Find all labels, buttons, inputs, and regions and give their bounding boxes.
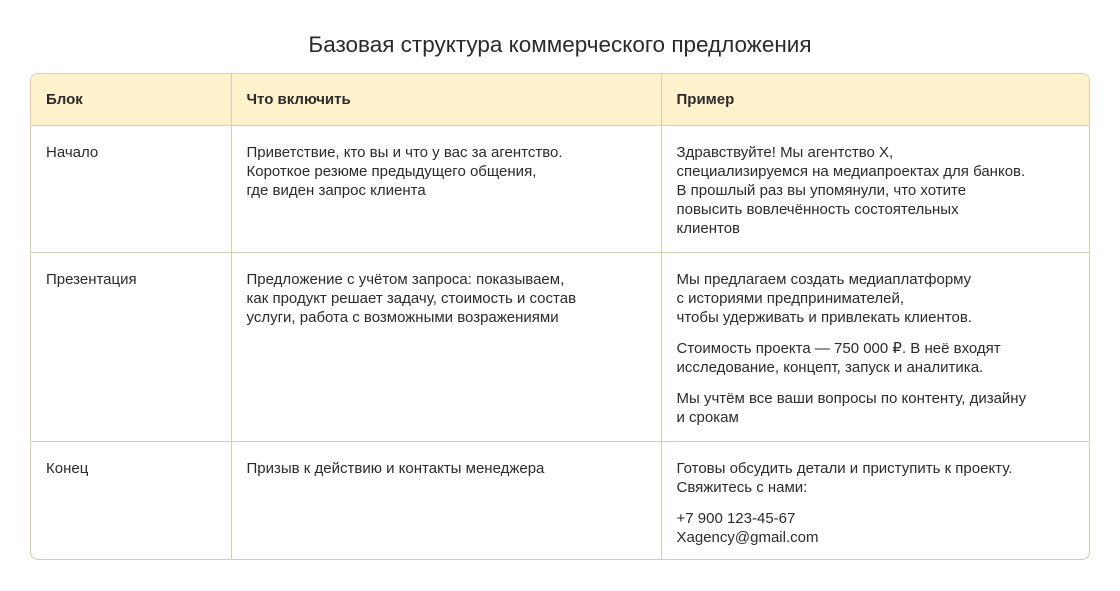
text-line: Мы предлагаем создать медиаплатформу [676,270,972,288]
cell-example [661,252,1090,441]
text-line: Предложение с учётом запроса: показываем, [246,270,565,288]
example-paragraph [677,339,1077,377]
cell-include [231,252,661,441]
block-name: Презентация [46,270,137,288]
example-paragraph [677,459,1077,497]
text-line: исследование, концепт, запуск и аналитика. [676,358,984,376]
text-line: Мы учтём все ваши вопросы по контенту, дизайну [676,389,1027,407]
text-line: услуги, работа с возможными возражениями [246,308,559,326]
text-line: и срокам [676,408,739,426]
text-line: повысить вовлечённость состоятельных [676,200,959,218]
table-row [31,441,1090,560]
text-line: Приветствие, кто вы и что у вас за агентство. [246,143,563,161]
text-line: где виден запрос клиента [246,181,426,199]
phone-number: +7 900 123-45-67 [676,509,796,527]
cell-block [31,252,231,441]
block-name: Начало [46,143,99,161]
text-line: Свяжитесь с нами: [676,478,808,496]
cell-example [661,441,1090,560]
table-row [31,252,1090,441]
text-line: клиентов [676,219,741,237]
text-line: с историями предпринимателей, [676,289,905,307]
cell-include [231,441,661,560]
text-line: Призыв к действию и контакты менеджера [246,459,545,477]
example-paragraph [677,143,1077,238]
cell-example [661,125,1090,252]
text-line: Стоимость проекта — 750 000 ₽. В неё входят [676,339,1001,357]
column-header-include: Что включить [231,74,661,125]
example-paragraph [677,389,1077,427]
table-row [31,125,1090,252]
cell-block [31,125,231,252]
email-address: Xagency@gmail.com [676,528,819,546]
block-name: Конец [46,459,89,477]
text-line: Готовы обсудить детали и приступить к проекту. [676,459,1013,477]
contacts-paragraph [677,509,1077,547]
cell-block [31,441,231,560]
column-header-block: Блок [31,74,231,125]
page-title: Базовая структура коммерческого предложения [308,32,812,57]
text-line: В прошлый раз вы упомянули, что хотите [676,181,967,199]
text-line: Здравствуйте! Мы агентство X, [676,143,894,161]
cell-include [231,125,661,252]
text-line: как продукт решает задачу, стоимость и состав [246,289,577,307]
structure-table [30,73,1090,560]
text-line: чтобы удерживать и привлекать клиентов. [676,308,972,326]
column-header-example: Пример [661,74,1090,125]
example-paragraph [677,270,1077,327]
text-line: специализируемся на медиапроектах для банков. [676,162,1026,180]
text-line: Короткое резюме предыдущего общения, [246,162,537,180]
table-header-row [31,74,1090,125]
